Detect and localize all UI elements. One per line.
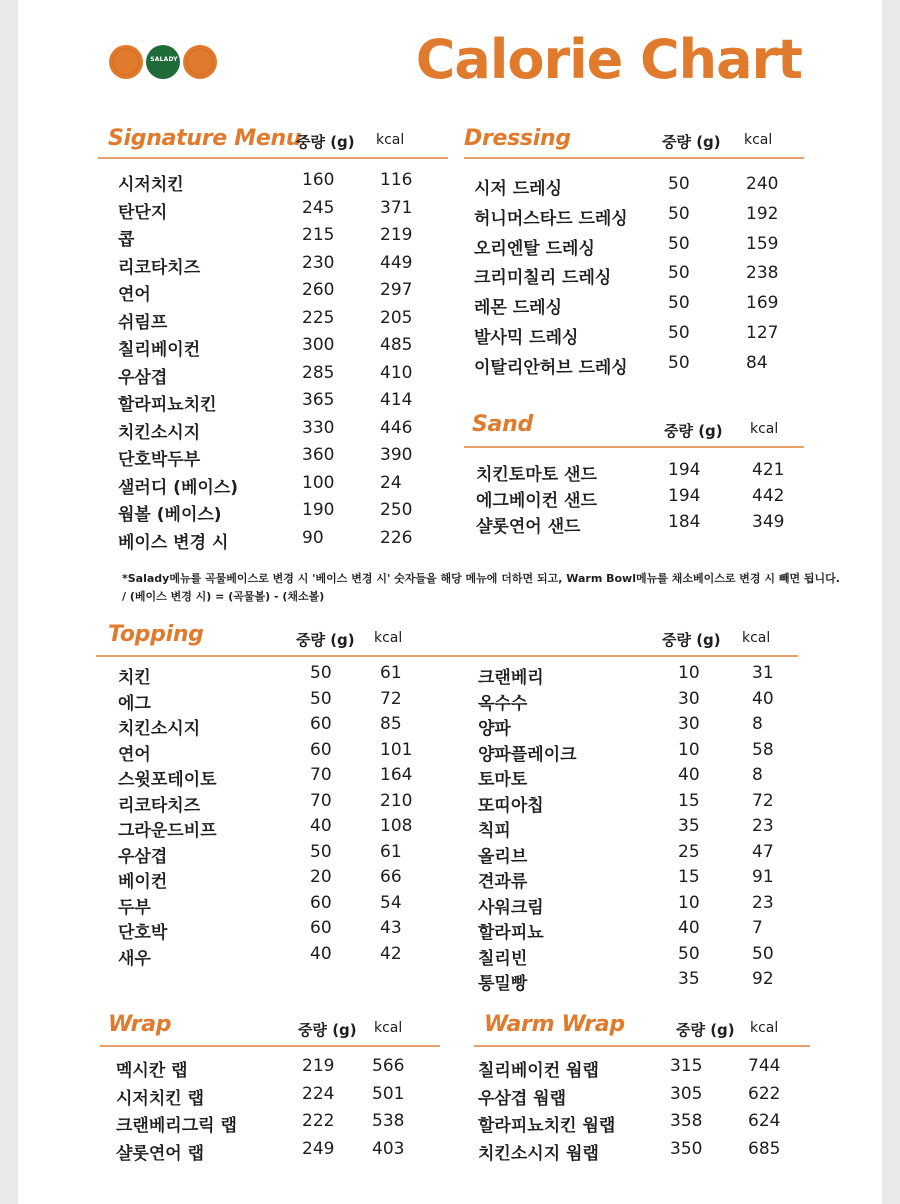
topping-weight-header: 중량 (g): [296, 631, 355, 649]
dressing-divider: [464, 157, 804, 159]
table-row: [18, 663, 882, 690]
item-kcal: 23: [752, 816, 774, 836]
item-kcal: 501: [372, 1083, 405, 1104]
table-row: [18, 765, 882, 792]
flower-left-icon: [108, 44, 144, 80]
item-weight: 224: [302, 1083, 335, 1104]
topping-kcal-header: kcal: [374, 630, 403, 646]
wrap-kcal-header: kcal: [374, 1020, 403, 1036]
topping-right-kcal-header: kcal: [742, 630, 771, 646]
item-weight: 230: [302, 252, 335, 273]
item-name: 이탈리안허브 드레싱: [474, 357, 628, 378]
item-name: 치킨소시지: [118, 422, 201, 443]
table-row: [18, 740, 882, 767]
item-name: 단호박: [118, 923, 168, 943]
item-weight: 50: [310, 663, 332, 683]
item-kcal: 226: [380, 527, 413, 548]
table-row: [18, 867, 882, 894]
table-row: [18, 1111, 882, 1138]
item-kcal: 371: [380, 197, 413, 218]
item-name: 치킨소시지: [118, 719, 201, 739]
item-kcal: 403: [372, 1138, 405, 1159]
item-weight: 100: [302, 472, 335, 493]
item-weight: 20: [310, 867, 332, 887]
item-name: 할라피뇨치킨 웜랩: [478, 1116, 616, 1136]
item-kcal: 250: [380, 500, 413, 520]
item-kcal: 31: [752, 663, 774, 683]
item-name: 옥수수: [478, 693, 528, 714]
item-name: 칠리빈: [478, 948, 528, 969]
item-weight: 160: [302, 170, 335, 190]
item-kcal: 58: [752, 739, 774, 760]
item-kcal: 624: [748, 1111, 781, 1131]
item-weight: 50: [668, 263, 690, 284]
item-name: 우삼겹 웜랩: [478, 1088, 567, 1109]
item-weight: 35: [678, 969, 700, 989]
dressing-kcal-header: kcal: [744, 132, 773, 148]
table-row: [18, 689, 882, 716]
item-kcal: 54: [380, 892, 402, 913]
item-weight: 90: [302, 527, 324, 548]
sand-kcal-header: kcal: [750, 421, 779, 437]
item-kcal: 566: [372, 1056, 405, 1076]
item-weight: 225: [302, 307, 335, 328]
item-weight: 194: [668, 486, 701, 506]
item-name: 치킨소시지 웜랩: [478, 1143, 599, 1164]
item-name: 새우: [118, 948, 151, 969]
item-weight: 40: [678, 918, 700, 938]
item-name: 치킨: [118, 668, 151, 688]
item-weight: 30: [678, 714, 700, 734]
item-weight: 285: [302, 362, 335, 383]
item-name: 시저치킨: [118, 175, 184, 195]
item-kcal: 685: [748, 1138, 781, 1159]
item-name: 샐러디 (베이스): [118, 477, 238, 498]
item-weight: 50: [668, 293, 690, 314]
table-row: [18, 353, 882, 380]
item-kcal: 744: [748, 1056, 781, 1076]
item-kcal: 349: [752, 512, 785, 532]
item-name: 멕시칸 랩: [116, 1061, 188, 1081]
item-name: 연어: [118, 744, 151, 765]
item-name: 치킨토마토 샌드: [476, 465, 597, 485]
item-name: 우삼겹: [118, 846, 168, 867]
table-row: [18, 1084, 882, 1111]
item-name: 우삼겹: [118, 367, 168, 388]
table-row: [18, 390, 882, 417]
item-kcal: 127: [746, 323, 779, 343]
item-weight: 40: [310, 816, 332, 836]
item-name: 오리엔탈 드레싱: [474, 238, 595, 259]
item-weight: 60: [310, 892, 332, 913]
item-kcal: 43: [380, 918, 402, 938]
item-name: 레몬 드레싱: [474, 298, 563, 319]
item-weight: 50: [668, 233, 690, 254]
item-weight: 50: [668, 323, 690, 343]
item-kcal: 24: [380, 472, 402, 493]
item-kcal: 42: [380, 943, 402, 964]
item-weight: 40: [310, 943, 332, 964]
item-name: 칠리베이컨 웜랩: [478, 1061, 599, 1081]
item-name: 리코타치즈: [118, 795, 201, 816]
item-weight: 215: [302, 225, 335, 245]
item-weight: 60: [310, 714, 332, 734]
item-name: 그라운드비프: [118, 821, 217, 841]
item-kcal: 72: [380, 688, 402, 709]
item-weight: 15: [678, 867, 700, 887]
item-kcal: 449: [380, 252, 413, 273]
warm-wrap-divider: [474, 1045, 810, 1047]
item-weight: 350: [670, 1138, 703, 1159]
signature-weight-header: 중량 (g): [296, 133, 355, 151]
table-row: [18, 944, 882, 971]
item-name: 단호박두부: [118, 450, 201, 470]
item-weight: 50: [310, 688, 332, 709]
sand-weight-header: 중량 (g): [664, 422, 723, 440]
item-name: 크랜베리: [478, 668, 544, 688]
item-kcal: 219: [380, 225, 413, 245]
table-row: [18, 1139, 882, 1166]
item-weight: 222: [302, 1111, 335, 1131]
item-weight: 249: [302, 1138, 335, 1159]
item-name: 베이스 변경 시: [118, 532, 229, 553]
item-name: 할라피뇨치킨: [118, 395, 217, 415]
item-kcal: 169: [746, 293, 779, 314]
item-name: 올리브: [478, 846, 528, 867]
item-name: 또띠아칩: [478, 795, 544, 816]
item-kcal: 205: [380, 307, 413, 328]
table-row: [18, 234, 882, 261]
item-kcal: 421: [752, 460, 785, 480]
item-kcal: 297: [380, 280, 413, 300]
item-name: 양파플레이크: [478, 744, 577, 765]
footnote-line-2: / (베이스 변경 시) = (곡물볼) - (채소볼): [122, 590, 325, 603]
item-name: 크리미칠리 드레싱: [474, 268, 612, 289]
item-weight: 70: [310, 790, 332, 811]
wrap-title: Wrap: [108, 1012, 172, 1037]
topping-right-weight-header: 중량 (g): [662, 631, 721, 649]
item-kcal: 410: [380, 362, 413, 383]
item-name: 두부: [118, 897, 151, 918]
table-row: [18, 842, 882, 869]
item-name: 스윗포테이토: [118, 770, 217, 790]
item-weight: 10: [678, 892, 700, 913]
item-weight: 190: [302, 500, 335, 520]
item-kcal: 72: [752, 790, 774, 811]
salady-logo: [108, 42, 228, 82]
item-weight: 60: [310, 918, 332, 938]
item-weight: 25: [678, 841, 700, 862]
item-weight: 194: [668, 460, 701, 480]
item-weight: 330: [302, 417, 335, 438]
item-weight: 50: [668, 174, 690, 194]
table-row: [18, 174, 882, 201]
item-kcal: 7: [752, 918, 763, 938]
menu-page: [18, 0, 882, 1204]
warm-wrap-title: Warm Wrap: [484, 1012, 625, 1037]
topping-divider: [96, 655, 798, 657]
item-weight: 50: [668, 352, 690, 373]
item-kcal: 66: [380, 867, 402, 887]
item-kcal: 390: [380, 445, 413, 465]
item-kcal: 414: [380, 390, 413, 410]
dressing-weight-header: 중량 (g): [662, 133, 721, 151]
table-row: [18, 791, 882, 818]
item-name: 할라피뇨: [478, 923, 544, 943]
item-kcal: 442: [752, 486, 785, 506]
item-weight: 10: [678, 663, 700, 683]
item-weight: 219: [302, 1056, 335, 1076]
item-weight: 300: [302, 335, 335, 355]
item-kcal: 101: [380, 739, 413, 760]
item-weight: 40: [678, 765, 700, 785]
item-weight: 50: [678, 943, 700, 964]
item-name: 칙피: [478, 821, 511, 841]
item-kcal: 238: [746, 263, 779, 284]
item-kcal: 85: [380, 714, 402, 734]
item-name: 허니머스타드 드레싱: [474, 208, 628, 229]
item-weight: 305: [670, 1083, 703, 1104]
item-name: 연어: [118, 285, 151, 305]
item-kcal: 538: [372, 1111, 405, 1131]
item-name: 콥: [118, 230, 135, 250]
item-name: 샬롯연어 샌드: [476, 517, 581, 537]
wrap-divider: [100, 1045, 440, 1047]
footnote-line-1: *Salady메뉴를 곡물베이스로 변경 시 '베이스 변경 시' 숫자들을 해당 메뉴에 더하면 되고, Warm Bowl메뉴를 채소베이스로 변경 시 빼면 됩니다.: [122, 572, 840, 585]
item-name: 탄단지: [118, 202, 168, 223]
item-name: 에그베이컨 샌드: [476, 491, 597, 511]
item-kcal: 61: [380, 663, 402, 683]
item-name: 리코타치즈: [118, 257, 201, 278]
signature-kcal-header: kcal: [376, 132, 405, 148]
item-kcal: 91: [752, 867, 774, 887]
item-name: 크랜베리그릭 랩: [116, 1116, 237, 1136]
item-kcal: 8: [752, 714, 763, 734]
item-weight: 50: [310, 841, 332, 862]
logo-text: SALADY: [150, 56, 178, 63]
table-row: [18, 816, 882, 843]
item-name: 시저 드레싱: [474, 179, 563, 199]
item-weight: 358: [670, 1111, 703, 1131]
item-name: 웜볼 (베이스): [118, 505, 222, 525]
item-weight: 184: [668, 512, 701, 532]
item-weight: 35: [678, 816, 700, 836]
item-kcal: 23: [752, 892, 774, 913]
item-kcal: 61: [380, 841, 402, 862]
item-kcal: 40: [752, 688, 774, 709]
item-name: 에그: [118, 693, 151, 714]
table-row: [18, 1056, 882, 1083]
item-kcal: 192: [746, 203, 779, 224]
item-kcal: 92: [752, 969, 774, 989]
item-weight: 365: [302, 390, 335, 410]
item-kcal: 164: [380, 765, 413, 785]
item-name: 베이컨: [118, 872, 168, 892]
item-kcal: 108: [380, 816, 413, 836]
item-name: 토마토: [478, 770, 528, 790]
item-weight: 50: [668, 203, 690, 224]
item-weight: 245: [302, 197, 335, 218]
signature-divider: [98, 157, 448, 159]
item-weight: 10: [678, 739, 700, 760]
item-kcal: 116: [380, 170, 413, 190]
item-kcal: 485: [380, 335, 413, 355]
item-kcal: 446: [380, 417, 413, 438]
item-name: 쉬림프: [118, 312, 168, 333]
item-weight: 315: [670, 1056, 703, 1076]
item-name: 양파: [478, 719, 511, 739]
item-weight: 15: [678, 790, 700, 811]
table-row: [18, 969, 882, 996]
item-kcal: 47: [752, 841, 774, 862]
item-name: 통밀빵: [478, 974, 528, 994]
item-name: 시저치킨 랩: [116, 1088, 205, 1109]
table-row: [18, 460, 882, 487]
item-name: 샬롯연어 랩: [116, 1143, 205, 1164]
warm-wrap-kcal-header: kcal: [750, 1020, 779, 1036]
dressing-title: Dressing: [464, 126, 571, 151]
item-kcal: 240: [746, 174, 779, 194]
warm-wrap-weight-header: 중량 (g): [676, 1021, 735, 1039]
item-weight: 70: [310, 765, 332, 785]
footnote: [122, 570, 842, 606]
sand-title: Sand: [472, 412, 533, 437]
table-row: [18, 293, 882, 320]
page-title: Calorie Chart: [415, 28, 802, 91]
item-kcal: 8: [752, 765, 763, 785]
table-row: [18, 918, 882, 945]
item-kcal: 210: [380, 790, 413, 811]
item-name: 발사믹 드레싱: [474, 328, 579, 348]
table-row: [18, 486, 882, 513]
topping-title: Topping: [108, 622, 204, 647]
table-row: [18, 714, 882, 741]
table-row: [18, 323, 882, 350]
sand-divider: [464, 446, 804, 448]
item-name: 사워크림: [478, 897, 544, 918]
table-row: [18, 893, 882, 920]
item-weight: 60: [310, 739, 332, 760]
table-row: [18, 263, 882, 290]
signature-title: Signature Menu: [108, 126, 302, 151]
item-kcal: 159: [746, 233, 779, 254]
table-row: [18, 204, 882, 231]
item-weight: 30: [678, 688, 700, 709]
item-weight: 260: [302, 280, 335, 300]
table-row: [18, 512, 882, 539]
item-kcal: 50: [752, 943, 774, 964]
item-kcal: 622: [748, 1083, 781, 1104]
flower-right-icon: [182, 44, 218, 80]
item-name: 칠리베이컨: [118, 340, 201, 360]
item-name: 견과류: [478, 872, 528, 892]
item-kcal: 84: [746, 352, 768, 373]
item-weight: 360: [302, 445, 335, 465]
wrap-weight-header: 중량 (g): [298, 1021, 357, 1039]
